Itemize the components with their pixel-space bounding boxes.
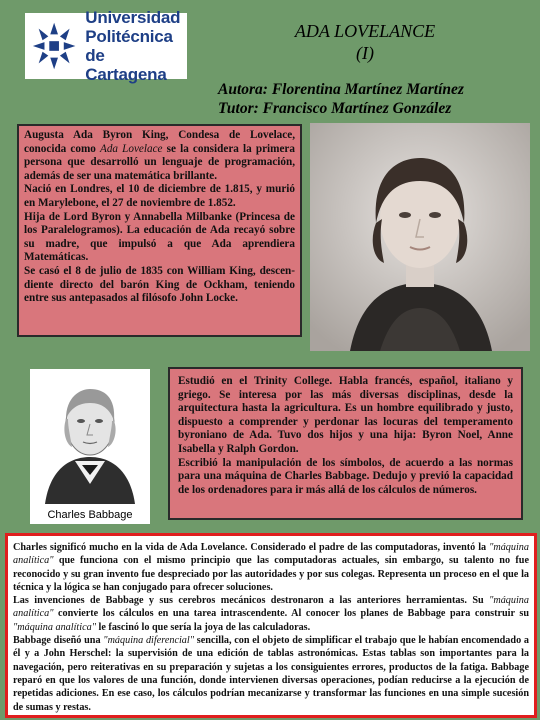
bottom-paragraph-3 [13,634,529,714]
babbage-text-box [5,533,537,718]
bottom-text: Babbage diseñó una [13,635,104,647]
authors-block [218,80,538,118]
bottom-italic: "máquina analítica" [13,621,96,633]
bio-paragraph-4: Se casó el 8 de julio de 1835 con William King, descen-diente directo del barón King de Ockham, teniendo entre sus antepasados al filósofo John Locke. [24,264,295,305]
babbage-portrait-image [30,369,150,504]
page-title [240,20,490,64]
babbage-caption: Charles Babbage [47,509,133,521]
tutor-line: Tutor: Francisco Martínez González [218,100,452,117]
bottom-paragraph-1 [13,541,529,594]
bottom-italic: "máquina diferencial" [103,635,194,647]
bottom-text: Las invenciones de Babbage y sus cerebros mecánicos destronaron a las anteriores herramientas. Su [13,595,490,607]
bio-text: Augusta Ada Byron King, Condesa de Lovelace, conocida como [24,129,295,155]
ada-portrait [310,123,530,351]
bio-paragraph-2: Nació en Londres, el 10 de diciembre de 1.815, y murió en Marylebone, el 27 de noviembre de 1.852. [24,183,295,209]
bottom-paragraph-2 [13,594,529,634]
studies-box [168,367,523,520]
bottom-italic: "máquina analítica" [13,542,529,567]
upct-emblem-icon [29,18,79,74]
bio-paragraph-1 [24,129,295,183]
bottom-text: que funciona con el mismo principio que las computadoras actuales, sin embargo, su talento no fue reconocido y su gran invento fue despreciado por las autoridades y por sus colegas. Representa un proceso en el que la técnica y la lógica se han conjugado para ofrecer soluciones. [13,555,529,593]
author-line: Autora: Florentina Martínez Martínez [218,81,464,98]
bottom-text: sencilla, con el objeto de simplificar el trabajo que le habían encomendado a él y a John Herschel: la supervisión de una edición de tablas astronómicas. Estas tablas son importantes para la navegación, pero reiterativas en su preparación y sujetas a los consiguientes errores, productos de la fatiga. Babbage reparó en que los valores de una función, donde intervienen diversas operaciones, podían reducirse a la ejecución de repetidas adiciones. En ese caso, los cálculos podrían mecanizarse y transformar las funciones en una simple sucesión de sumas y restas. [13,635,529,713]
bottom-text: le fascinó lo que sería la joya de las calculadoras. [95,621,311,633]
title-line-1: ADA LOVELANCE [294,21,436,41]
title-line-2: (I) [356,43,374,63]
logo-line-2: Politécnica [85,27,173,46]
ada-portrait-image [310,123,530,351]
bio-paragraph-3: Hija de Lord Byron y Annabella Milbanke (Princesa de los Paralelogramos). La educación de Ada recayó sobre su madre, que impulsó a que Ada aprendiera Matemáticas. [24,210,295,264]
bottom-text: Charles significó mucho en la vida de Ada Lovelance. Considerado el padre de las computadoras, inventó la [13,542,490,553]
bottom-italic: "máquina analítica" [13,595,529,620]
bottom-text: convierte los cálculos en una tarea intrascendente. Al conocer los planes de Babbage para construir su [53,608,529,620]
logo-line-1: Universidad [85,8,181,27]
university-name [85,8,187,84]
bio-italic-name: Ada Lovelace [99,142,163,155]
logo-line-3: de Cartagena [85,46,167,84]
biography-box [17,124,302,337]
babbage-portrait [30,369,150,524]
studies-paragraph-2: Escribió la manipulación de los símbolos, de acuerdo a las normas para una máquina de Charles Babbage. Dedujo y previó la capacidad de los ordenadores para ir más allá de los cálculos de números. [178,456,513,496]
studies-paragraph-1: Estudió en el Trinity College. Habla francés, español, italiano y griego. Se interesa por las más diversas disciplinas, desde la arquitectura hasta la agricultura. Es un hombre equilibrado y justo, dispuesto a comprender y perdonar las locuras del temperamento byroniano de Ada. Tuvo dos hijos y una hija: Byron Noel, Anne Isabella y Ralph Gordon. [178,375,513,455]
bio-text: se la considera la primera persona que desarrolló un lenguaje de programación, además de ser una matemática brillante. [24,142,295,182]
university-logo [25,8,187,84]
